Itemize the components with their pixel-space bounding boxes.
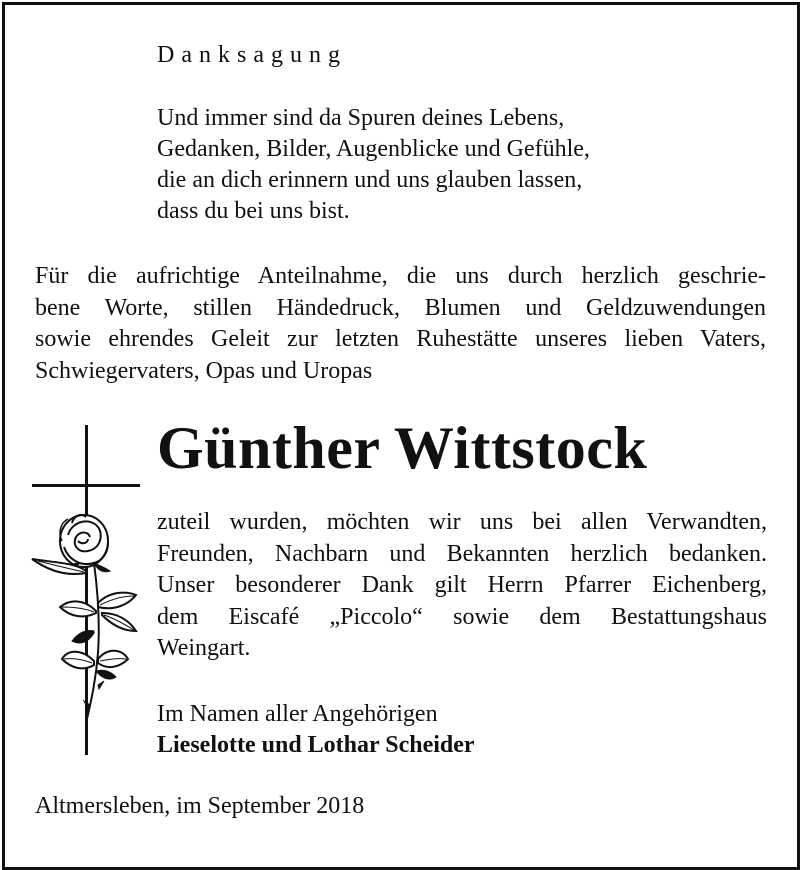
- signers: Lieselotte und Lothar Scheider: [157, 732, 475, 758]
- thanks-line: zuteil wurden, möchten wir uns bei allen Verwandten,: [157, 509, 767, 535]
- poem-line: Und immer sind da Spuren deines Lebens,: [157, 105, 565, 131]
- on-behalf-line: Im Namen aller Angehörigen: [157, 701, 438, 727]
- thanks-line: Unser besonderer Dank gilt Herrn Pfarrer Eichenberg,: [157, 572, 767, 598]
- poem-line: dass du bei uns bist.: [157, 198, 350, 224]
- thanks-line: dem Eiscafé „Piccolo“ sowie dem Bestattungshaus: [157, 603, 767, 630]
- intro-line: bene Worte, stillen Händedruck, Blumen und Geldzuwendungen: [35, 294, 766, 321]
- rose-icon: [32, 515, 136, 723]
- poem-line: die an dich erinnern und uns glauben lassen,: [157, 167, 583, 193]
- poem: [157, 103, 590, 227]
- intro-paragraph: [35, 261, 766, 387]
- intro-line: sowie ehrendes Geleit zur letzten Ruhestätte unseres lieben Vaters,: [35, 326, 766, 352]
- closing: [157, 699, 475, 761]
- heading: Danksagung: [157, 42, 347, 68]
- intro-line: Schwiegervaters, Opas und Uropas: [35, 357, 373, 384]
- poem-line: Gedanken, Bilder, Augenblicke und Gefühle,: [157, 136, 590, 162]
- intro-line: Für die aufrichtige Anteilnahme, die uns durch herzlich geschrie-: [35, 263, 766, 289]
- thanks-line: Weingart.: [157, 635, 251, 661]
- thanks-paragraph: [157, 507, 767, 665]
- thanks-line: Freunden, Nachbarn und Bekannten herzlich bedanken.: [157, 540, 767, 567]
- deceased-name: Günther Wittstock: [157, 415, 648, 481]
- place-date: Altmersleben, im September 2018: [35, 793, 365, 819]
- cross-with-rose: [28, 423, 148, 758]
